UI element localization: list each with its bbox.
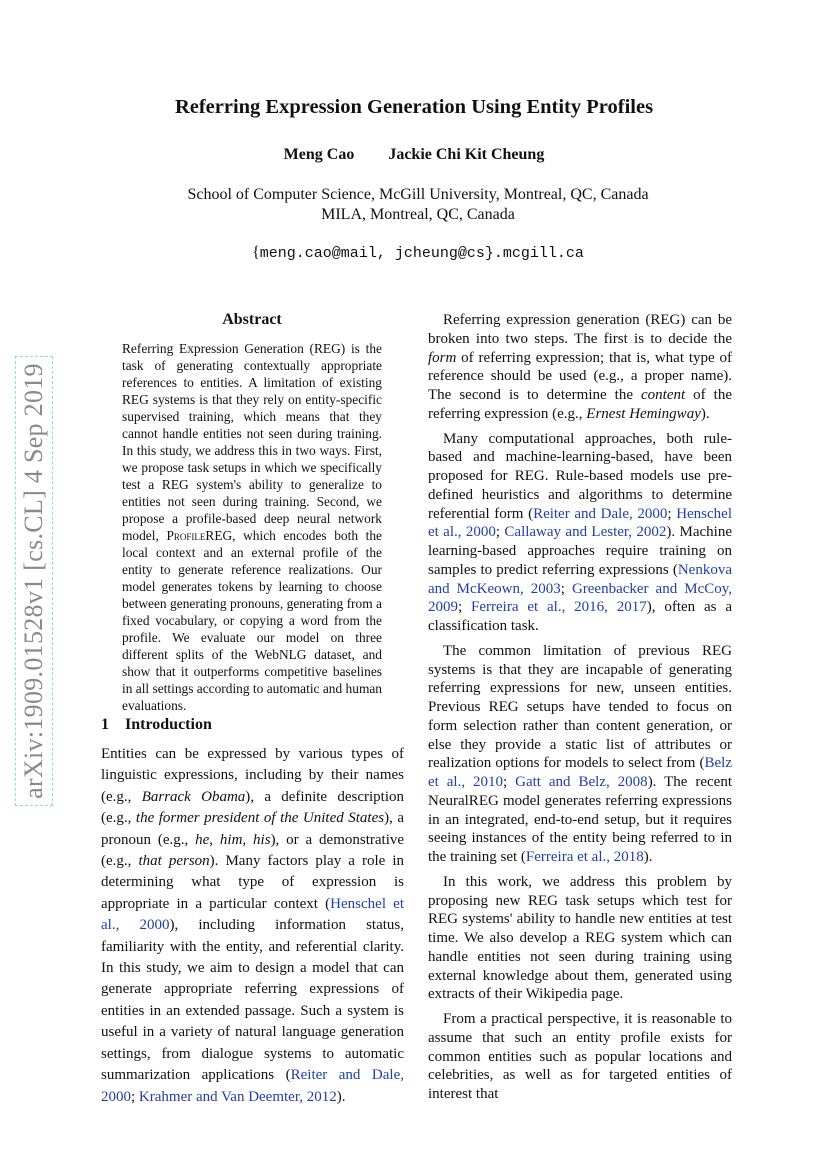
- citation-link[interactable]: Nenkova and McKeown, 2003: [428, 561, 732, 597]
- text-run: ,: [209, 831, 220, 848]
- intro-paragraph-2: [428, 311, 732, 424]
- paper-title: Referring Expression Generation Using Entity Profiles: [174, 96, 654, 118]
- author-name: Meng Cao: [283, 146, 355, 163]
- text-run: ).: [336, 1088, 346, 1105]
- section-title: Introduction: [125, 716, 212, 733]
- text-run: ;: [667, 505, 677, 522]
- email-domain: }.mcgill.ca: [484, 245, 584, 262]
- text-run: ), including information status, familiarity with the entity, and referential clarity. In this study, we aim to design a model that can generate appropriate referring expressions of entities in an extended passage. Such a system is useful in a variety of natural language generation settings, from dialogue systems to automatic summarization applications (: [101, 917, 405, 1084]
- text-run: The common limitation of previous REG systems is that they are incapable of generating referring expressions for new, unseen entities. Previous REG setups have tended to focus on form selection rather than content generation, or else they provide a static list of attributes or realization options for models to select from (: [428, 642, 732, 772]
- text-run: of the referring expression (e.g.,: [428, 387, 732, 422]
- example-text: the former president of the United States: [135, 810, 385, 827]
- abstract-text: [122, 340, 382, 714]
- text-run: Many computational approaches, both rule-based and machine-learning-based, have been proposed for REG. Rule-based models use pre-defined heuristics and algorithms to determine referential form (: [428, 430, 732, 522]
- text-run: ).: [643, 849, 653, 865]
- intro-paragraph-4: [428, 642, 732, 867]
- text-run: ). Many factors play a role in determining what type of expression is appropriate in a particular context (: [101, 853, 404, 912]
- example-text: Ernest Hemingway: [586, 405, 701, 422]
- citation-link[interactable]: Belz et al., 2010: [428, 755, 732, 790]
- citation-link[interactable]: Henschel et al., 2000: [428, 505, 732, 541]
- emphasis-text: content: [641, 387, 686, 403]
- emphasis-text: form: [428, 349, 457, 366]
- citation-link[interactable]: Henschel et al., 2000: [101, 895, 404, 934]
- text-run: ;: [503, 774, 516, 790]
- citation-link[interactable]: Gatt and Belz, 2008: [515, 774, 648, 790]
- text-run: ;: [560, 580, 572, 597]
- text-run: ).: [700, 405, 710, 422]
- text-run: ,: [242, 831, 254, 848]
- text-run: ). Machine learning-based approaches require training on samples to predict referring expressions (: [428, 524, 733, 578]
- abstract-text-part: , which encodes both the local context and an external profile of the entity to generate reference realizations. Our model generates tokens by learning to choose between generating pronouns, generating from a fixed vocabulary, or copying a word from the profile. We evaluate our model on three different splits of the WebNLG dataset, and show that it outperforms competitive baselines in all settings according to automatic and human evaluations.: [122, 528, 382, 713]
- text-run: ), often as a classification task.: [428, 599, 733, 634]
- affiliation-line: School of Computer Science, McGill University, Montreal, QC, Canada: [187, 186, 649, 203]
- email-brace: {: [252, 244, 260, 261]
- citation-link[interactable]: Greenbacker and McCoy, 2009: [428, 580, 733, 616]
- example-text: him: [219, 831, 243, 848]
- text-run: ;: [131, 1088, 139, 1105]
- intro-paragraph-6: From a practical perspective, it is reasonable to assume that such an entity profile exists for common entities such as popular locations and celebrities, as well as for targeted entities of interest that: [428, 1011, 732, 1102]
- text-run: ). The recent NeuralREG model generates referring expressions in an integrated, end-to-end setup, but it requires seeing instances of the entity being referred to in the training set (: [428, 774, 732, 865]
- section-heading-introduction: [101, 716, 212, 734]
- text-run: ), or a demonstrative (e.g.,: [101, 831, 405, 870]
- right-column: [428, 311, 732, 1110]
- model-name: ProfileREG: [166, 528, 233, 543]
- section-number: 1: [101, 716, 109, 733]
- intro-paragraph-3: [428, 430, 732, 636]
- text-run: Entities can be expressed by various types of linguistic expressions, including by their names (e.g.,: [101, 746, 404, 805]
- author-emails: [0, 244, 828, 262]
- text-run: ), a definite description (e.g.,: [101, 788, 404, 827]
- email-addresses: meng.cao@mail, jcheung@cs: [259, 245, 485, 262]
- citation-link[interactable]: Reiter and Dale, 2000: [101, 1067, 404, 1105]
- citation-link[interactable]: Krahmer and Van Deemter, 2012: [138, 1088, 337, 1105]
- text-run: ;: [458, 599, 472, 616]
- arxiv-stamp: [14, 340, 54, 822]
- text-run: ;: [495, 524, 505, 541]
- author-list: [0, 146, 828, 164]
- citation-link[interactable]: Ferreira et al., 2018: [525, 849, 644, 865]
- author-name: Jackie Chi Kit Cheung: [388, 146, 545, 163]
- intro-paragraph-5: In this work, we address this problem by proposing new REG task setups which test for REG systems' ability to handle new entities at test time. We also develop a REG system which can handle entities not seen during training using external knowledge about them, generated using extracts of their Wikipedia page.: [428, 873, 732, 1003]
- example-text: that person: [138, 853, 210, 870]
- text-run: of referring expression; that is, what type of reference should be used (e.g., a proper name). The second is to determine the: [428, 349, 732, 403]
- affiliations: [0, 185, 828, 225]
- citation-link[interactable]: Reiter and Dale, 2000: [533, 505, 668, 522]
- example-text: he: [195, 831, 210, 848]
- intro-paragraph-1: [101, 744, 404, 1108]
- citation-link[interactable]: Ferreira et al., 2016, 2017: [471, 599, 647, 616]
- citation-link[interactable]: Callaway and Lester, 2002: [504, 524, 667, 541]
- arxiv-stamp-link[interactable]: arXiv:1909.01528v1 [cs.CL] 4 Sep 2019: [19, 360, 49, 802]
- text-run: Referring expression generation (REG) can be broken into two steps. The first is to decide the: [428, 312, 732, 347]
- text-run: ), a pronoun (e.g.,: [101, 810, 404, 848]
- abstract-text-part: Referring Expression Generation (REG) is the task of generating contextually appropriate references to entities. A limitation of existing REG systems is that they rely on entity-specific supervised training, which means that they cannot handle entities not seen during training. In this study, we address this in two ways. First, we propose task setups in which we specifically test a REG system's ability to generalize to entities not seen during training. Second, we propose a profile-based deep neural network model,: [122, 341, 382, 543]
- affiliation-line: MILA, Montreal, QC, Canada: [321, 206, 515, 223]
- example-text: his: [253, 831, 271, 848]
- example-text: Barrack Obama: [141, 788, 246, 805]
- abstract-heading: Abstract: [222, 311, 282, 328]
